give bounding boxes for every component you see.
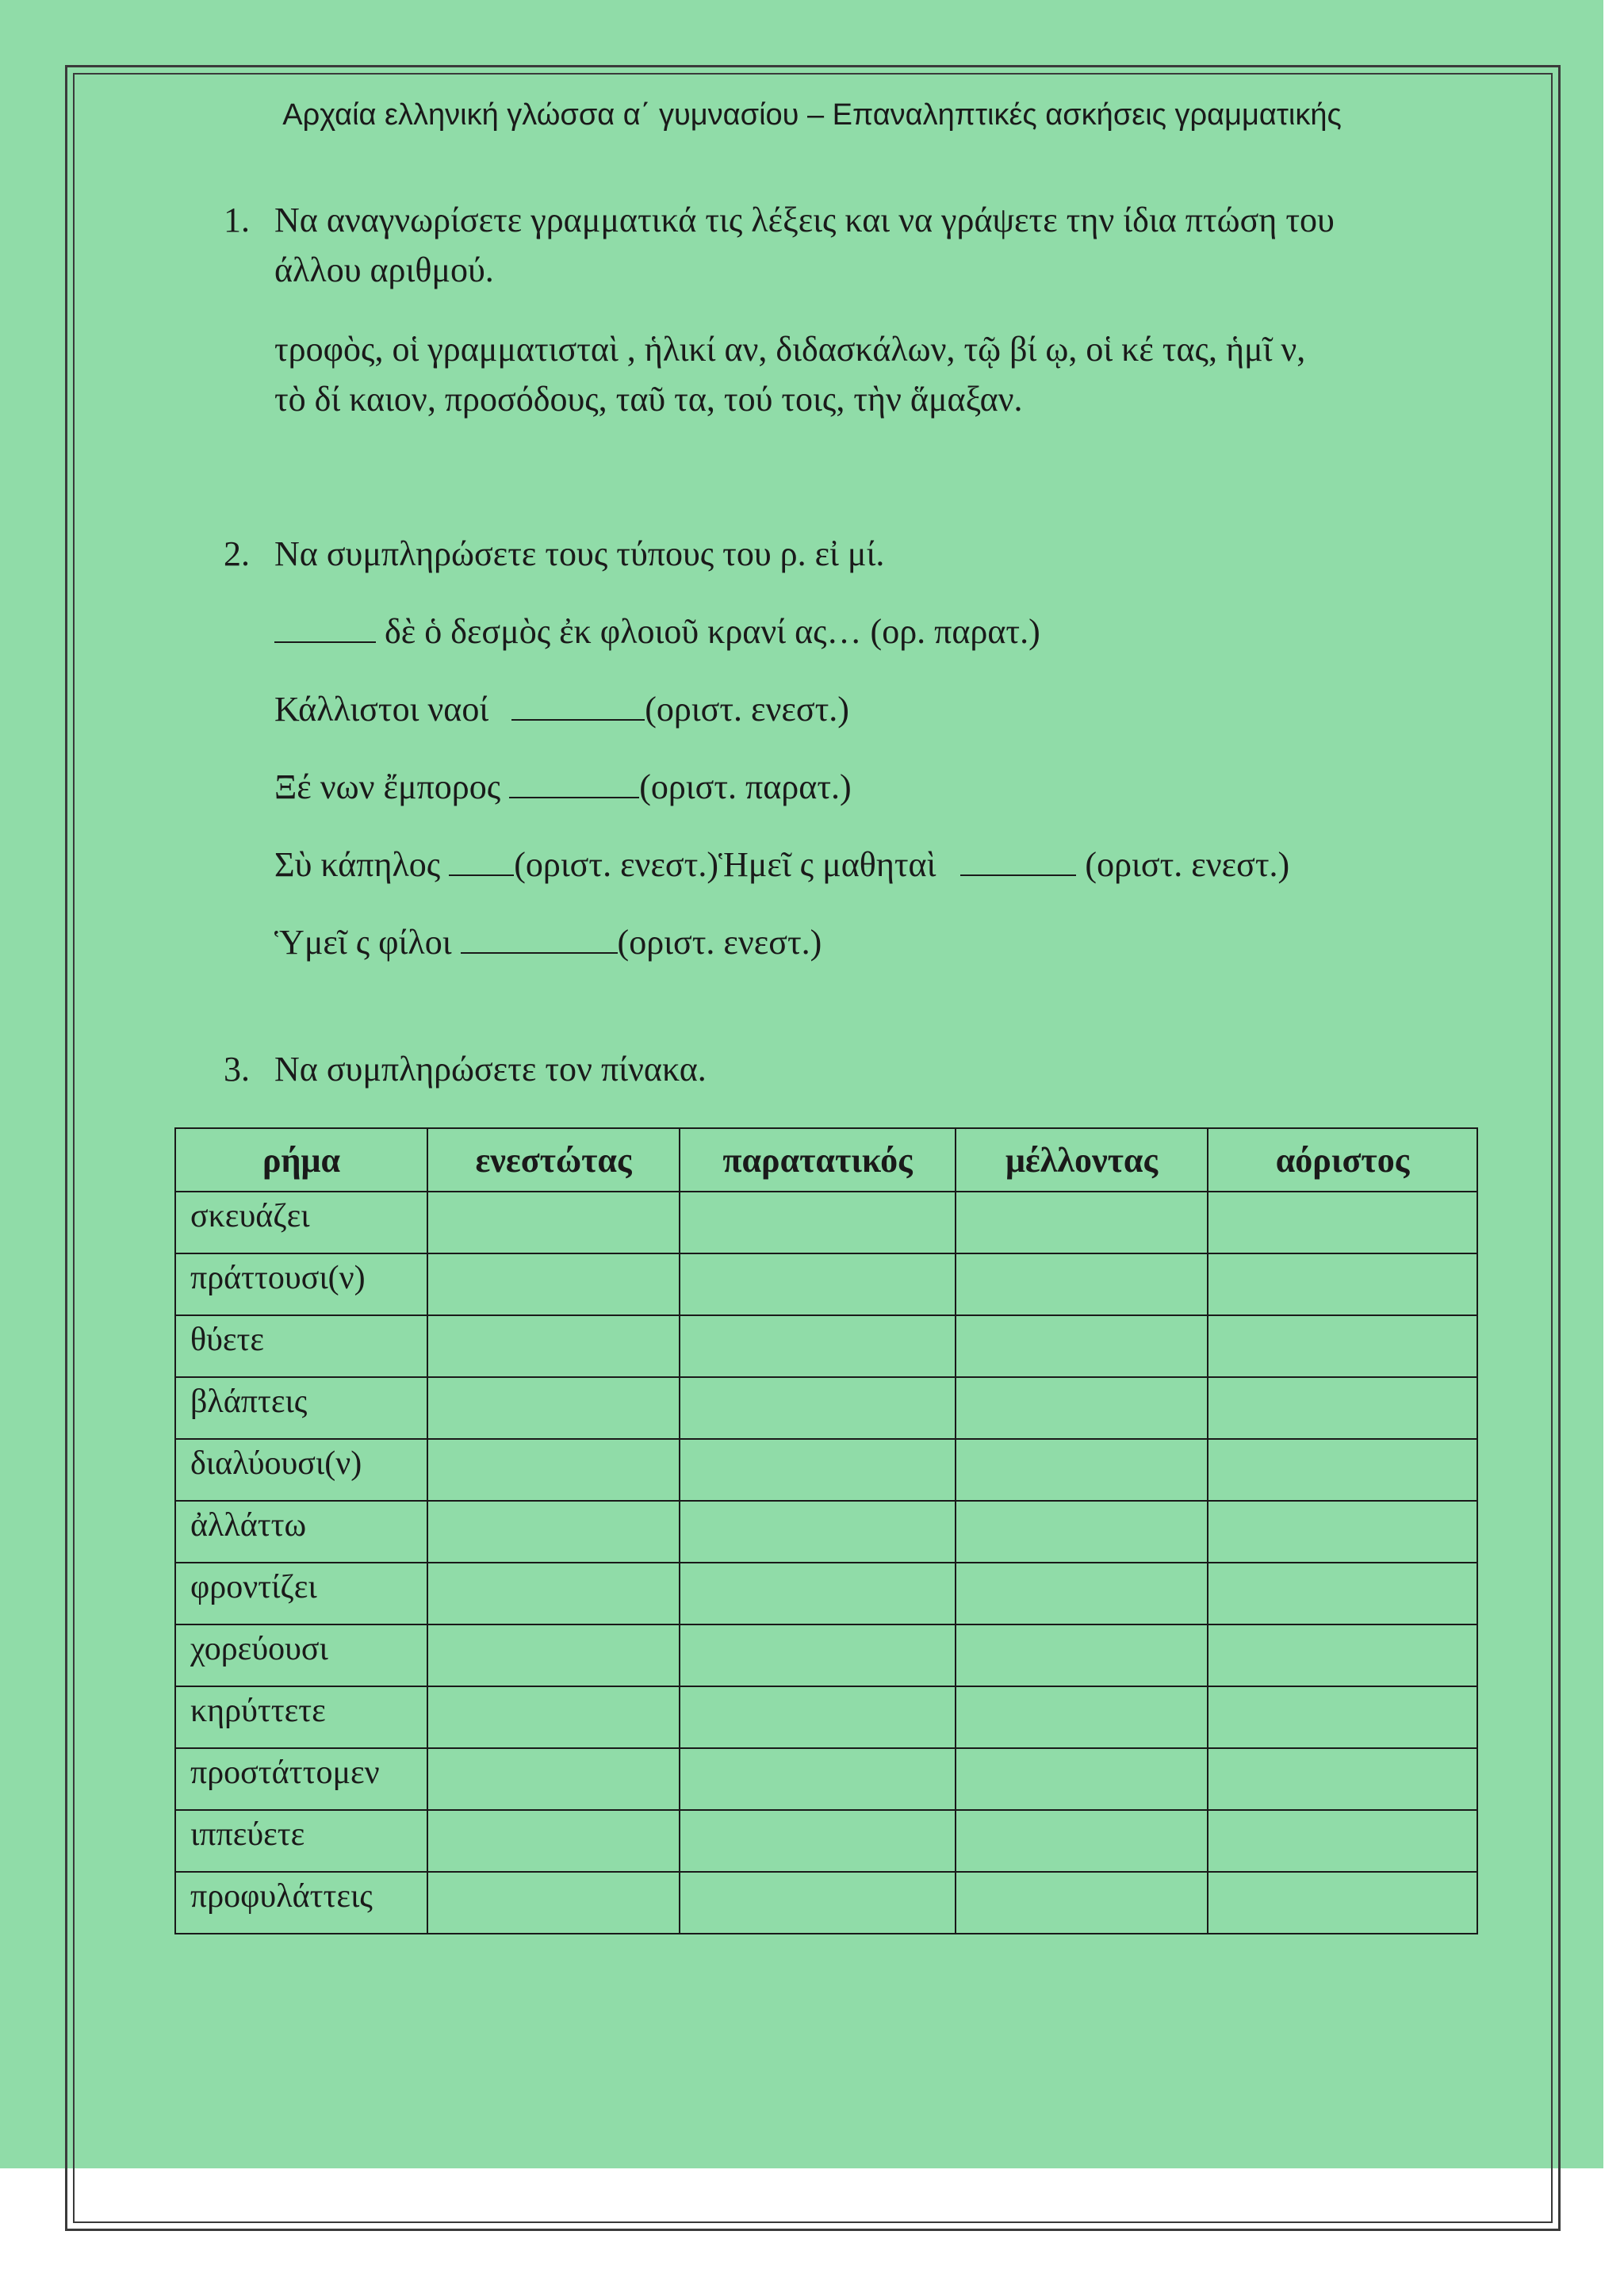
column-header: αόριστος (1208, 1128, 1477, 1192)
exercise-2-line-2-hint: (οριστ. ενεστ.) (645, 690, 849, 729)
answer-blank[interactable] (960, 843, 1076, 876)
verb-cell: προστάττομεν (175, 1748, 427, 1810)
answer-cell[interactable] (956, 1872, 1208, 1934)
table-row (175, 1563, 1477, 1624)
verb-cell: προφυλάττεις (175, 1872, 427, 1934)
exercise-2-line-5-text: Ὑμεῖ ς φίλοι (274, 923, 452, 962)
answer-cell[interactable] (956, 1686, 1208, 1748)
verb-cell: θύετε (175, 1315, 427, 1377)
exercise-2-line-4-text: Σὺ κάπηλος (274, 845, 441, 884)
exercise-1-words-line2: τὸ δί καιον, προσόδους, ταῦ τα, τού τοις, τὴν ἅμαξαν. (274, 380, 1023, 419)
table-row (175, 1748, 1477, 1810)
answer-cell[interactable] (956, 1192, 1208, 1253)
column-header: παρατατικός (680, 1128, 956, 1192)
answer-cell[interactable] (1208, 1624, 1477, 1686)
exercise-2-line-1-text: δὲ ὁ δεσμὸς ἐκ φλοιοῦ κρανί ας… (ορ. παρατ.) (385, 612, 1040, 651)
answer-cell[interactable] (680, 1872, 956, 1934)
verb-cell: ἀλλάττω (175, 1501, 427, 1563)
verb-cell: ιππεύετε (175, 1810, 427, 1872)
verb-cell: πράττουσι(ν) (175, 1253, 427, 1315)
verb-cell: σκευάζει (175, 1192, 427, 1253)
answer-cell[interactable] (427, 1624, 680, 1686)
answer-blank[interactable] (511, 687, 645, 721)
verb-cell: φροντίζει (175, 1563, 427, 1624)
answer-cell[interactable] (1208, 1439, 1477, 1501)
answer-cell[interactable] (427, 1192, 680, 1253)
exercise-2-line-5-hint: (οριστ. ενεστ.) (617, 923, 822, 962)
exercise-2-line-4-hint: (οριστ. ενεστ.) (1085, 845, 1290, 884)
exercise-2-number: 2. (224, 534, 250, 573)
answer-blank[interactable] (274, 610, 376, 643)
answer-cell[interactable] (956, 1563, 1208, 1624)
answer-cell[interactable] (956, 1315, 1208, 1377)
answer-cell[interactable] (427, 1439, 680, 1501)
verb-cell: κηρύττετε (175, 1686, 427, 1748)
answer-cell[interactable] (427, 1686, 680, 1748)
column-header: ενεστώτας (427, 1128, 680, 1192)
exercise-2-line-2-text: Κάλλιστοι ναοί (274, 690, 489, 729)
answer-cell[interactable] (1208, 1872, 1477, 1934)
answer-cell[interactable] (1208, 1253, 1477, 1315)
table-row (175, 1501, 1477, 1563)
table-row (175, 1624, 1477, 1686)
table-row (175, 1315, 1477, 1377)
answer-cell[interactable] (427, 1253, 680, 1315)
exercise-1-number: 1. (224, 201, 250, 239)
answer-cell[interactable] (680, 1253, 956, 1315)
answer-blank[interactable] (509, 765, 639, 798)
answer-cell[interactable] (680, 1439, 956, 1501)
answer-cell[interactable] (1208, 1563, 1477, 1624)
table-row (175, 1253, 1477, 1315)
answer-cell[interactable] (680, 1748, 956, 1810)
verb-table (174, 1127, 1478, 1934)
table-row (175, 1872, 1477, 1934)
exercise-3-number: 3. (224, 1050, 250, 1089)
verb-cell: διαλύουσι(ν) (175, 1439, 427, 1501)
exercise-2-line-2 (274, 685, 849, 734)
answer-cell[interactable] (1208, 1192, 1477, 1253)
answer-blank[interactable] (449, 843, 514, 876)
verb-cell: βλάπτεις (175, 1377, 427, 1439)
answer-cell[interactable] (680, 1501, 956, 1563)
table-row (175, 1377, 1477, 1439)
table-row (175, 1810, 1477, 1872)
table-row (175, 1192, 1477, 1253)
exercise-2-instruction: Να συμπληρώσετε τους τύπους του ρ. εἰ μί. (274, 534, 885, 573)
answer-cell[interactable] (956, 1624, 1208, 1686)
answer-cell[interactable] (427, 1501, 680, 1563)
answer-cell[interactable] (1208, 1315, 1477, 1377)
exercise-2-line-1 (274, 607, 1040, 656)
answer-blank[interactable] (461, 920, 618, 954)
answer-cell[interactable] (427, 1377, 680, 1439)
answer-cell[interactable] (427, 1810, 680, 1872)
exercise-2-line-3 (274, 763, 852, 812)
exercise-1-instruction-line1: Να αναγνωρίσετε γραμματικά τις λέξεις και να γράψετε την ίδια πτώση του (274, 201, 1335, 239)
answer-cell[interactable] (956, 1810, 1208, 1872)
exercise-1-instruction-line2: άλλου αριθμού. (274, 251, 494, 289)
answer-cell[interactable] (680, 1624, 956, 1686)
answer-cell[interactable] (1208, 1501, 1477, 1563)
answer-cell[interactable] (1208, 1686, 1477, 1748)
exercise-1-words-line1: τροφὸς, οἱ γραμματισταὶ , ἡλικί αν, διδασκάλων, τῷ βί ῳ, οἱ κέ τας, ἡμῖ ν, (274, 330, 1306, 369)
answer-cell[interactable] (1208, 1810, 1477, 1872)
answer-cell[interactable] (956, 1377, 1208, 1439)
exercise-2-line-4-middle: (οριστ. ενεστ.)Ἡμεῖ ς μαθηταὶ (514, 845, 936, 884)
answer-cell[interactable] (427, 1563, 680, 1624)
answer-cell[interactable] (680, 1192, 956, 1253)
answer-cell[interactable] (427, 1872, 680, 1934)
exercise-3-instruction: Να συμπληρώσετε τον πίνακα. (274, 1050, 707, 1089)
answer-cell[interactable] (427, 1748, 680, 1810)
answer-cell[interactable] (680, 1563, 956, 1624)
answer-cell[interactable] (680, 1686, 956, 1748)
verb-cell: χορεύουσι (175, 1624, 427, 1686)
answer-cell[interactable] (680, 1315, 956, 1377)
exercise-2-line-3-text: Ξέ νων ἔμπορος (274, 767, 501, 806)
answer-cell[interactable] (1208, 1748, 1477, 1810)
table-row (175, 1439, 1477, 1501)
answer-cell[interactable] (956, 1253, 1208, 1315)
answer-cell[interactable] (680, 1810, 956, 1872)
answer-cell[interactable] (427, 1315, 680, 1377)
answer-cell[interactable] (956, 1439, 1208, 1501)
exercise-2-line-3-hint: (οριστ. παρατ.) (639, 767, 852, 806)
page-header: Αρχαία ελληνική γλώσσα α΄ γυμνασίου – Επαναληπτικές ασκήσεις γραμματικής (282, 98, 1342, 132)
column-header: μέλλοντας (956, 1128, 1208, 1192)
exercise-2-line-4 (274, 840, 1289, 890)
exercise-2-line-5 (274, 918, 822, 967)
table-row (175, 1686, 1477, 1748)
answer-cell[interactable] (680, 1377, 956, 1439)
answer-cell[interactable] (956, 1501, 1208, 1563)
answer-cell[interactable] (956, 1748, 1208, 1810)
answer-cell[interactable] (1208, 1377, 1477, 1439)
table-header-row (175, 1128, 1477, 1192)
column-header: ρήμα (175, 1128, 427, 1192)
